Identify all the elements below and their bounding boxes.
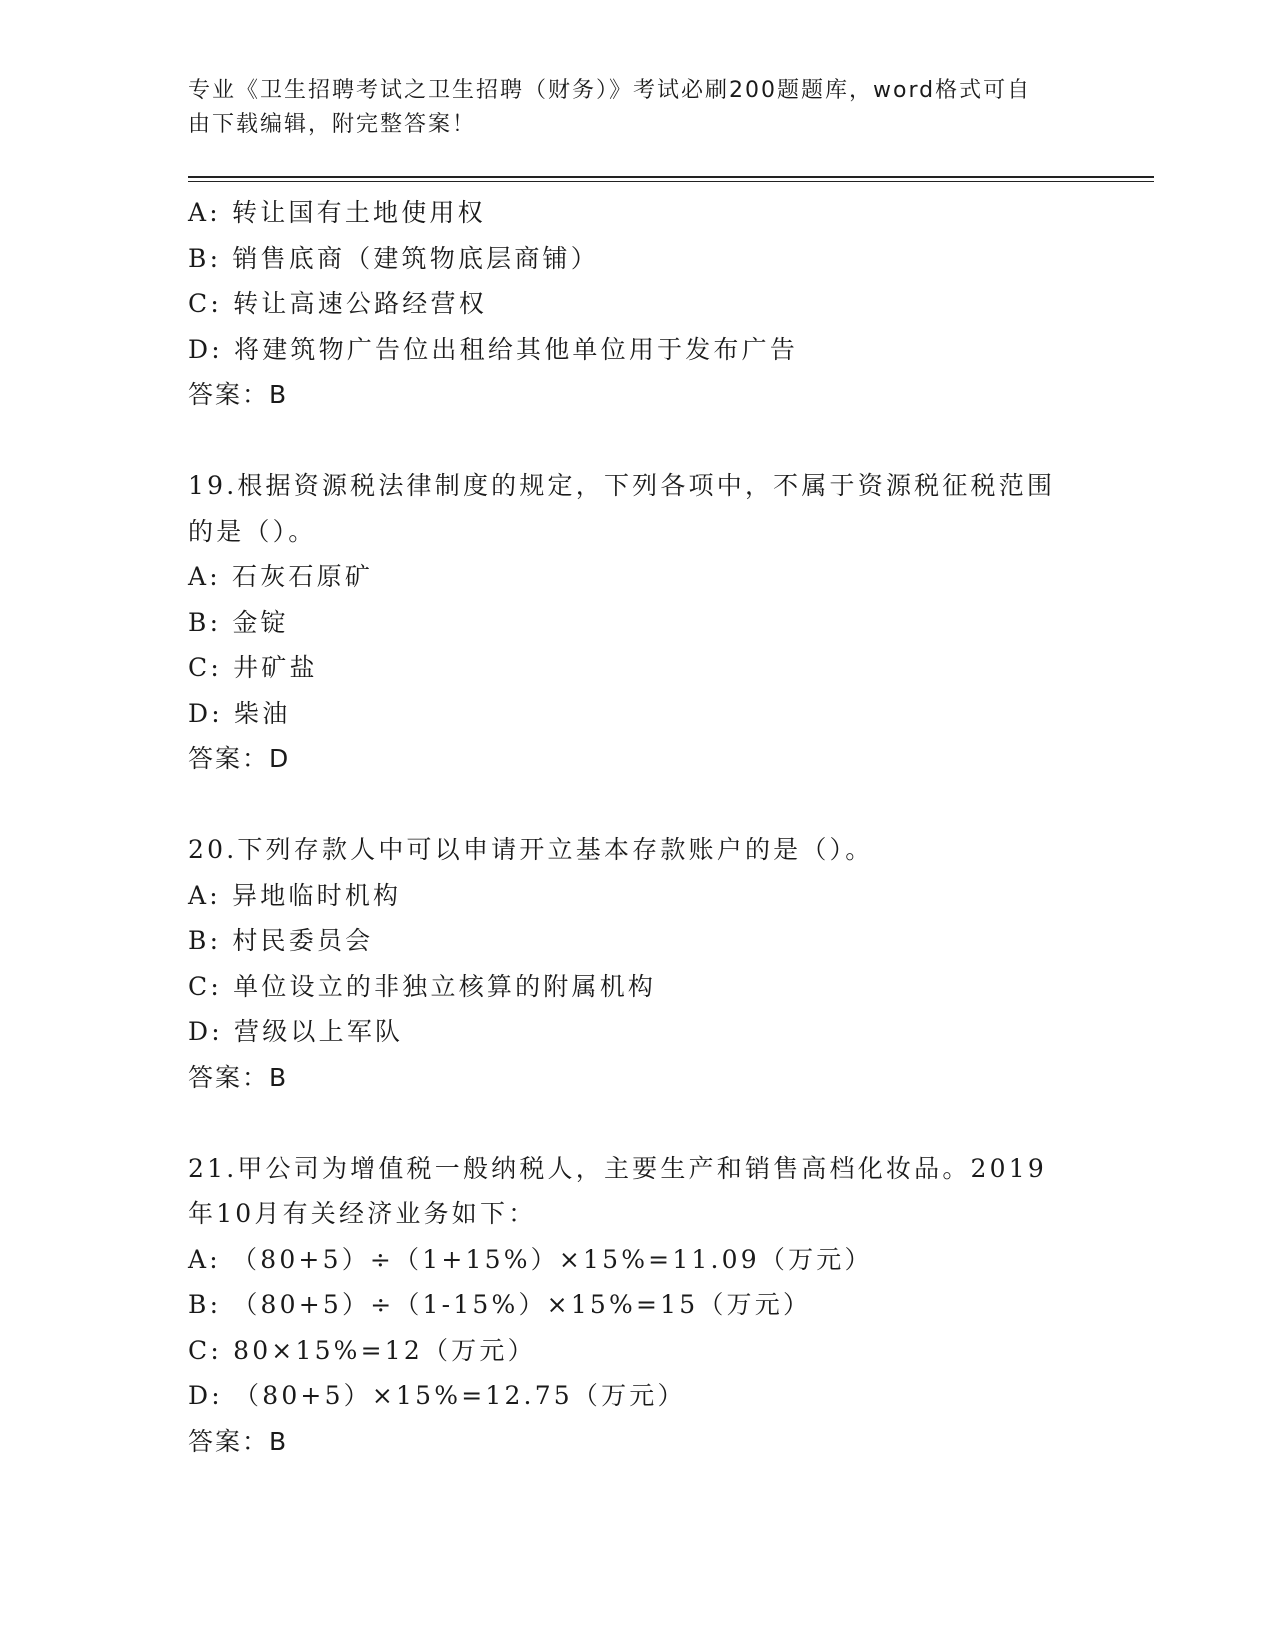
document-header <box>188 74 1088 142</box>
question-stem-cont: 的是（）。 <box>188 516 317 546</box>
question-21 <box>188 1146 1088 1465</box>
option-c: C: 80×15%=12（万元） <box>188 1335 536 1365</box>
spacer <box>188 418 1088 464</box>
option-c: C: 井矿盐 <box>188 653 318 682</box>
spacer <box>188 782 1088 828</box>
option-b: B: （80+5）÷（1-15%）×15%=15（万元） <box>188 1290 812 1319</box>
answer: 答案：B <box>188 1426 289 1456</box>
option-d: D: （80+5）×15%=12.75（万元） <box>188 1381 686 1410</box>
spacer <box>188 1100 1088 1146</box>
option-a: A: 异地临时机构 <box>188 880 402 910</box>
answer: 答案：B <box>188 380 289 409</box>
option-c: C: 单位设立的非独立核算的附属机构 <box>188 971 657 1001</box>
header-line-1: 专业《卫生招聘考试之卫生招聘（财务）》考试必刷200题题库，word格式可自 <box>188 78 1032 103</box>
header-divider-thin <box>188 181 1154 182</box>
header-line-2: 由下载编辑，附完整答案！ <box>188 112 477 137</box>
option-b: B: 村民委员会 <box>188 926 374 955</box>
answer: 答案：D <box>188 744 291 773</box>
question-stem: 21.甲公司为增值税一般纳税人，主要生产和销售高档化妆品。2019 <box>188 1153 1047 1183</box>
option-a: A: 转让国有土地使用权 <box>188 198 486 227</box>
document-body <box>188 190 1088 1464</box>
option-b: B: 金锭 <box>188 607 289 637</box>
question-18 <box>188 190 1088 418</box>
answer: 答案：B <box>188 1062 289 1092</box>
option-b: B: 销售底商（建筑物底层商铺） <box>188 243 599 273</box>
option-a: A: （80+5）÷（1+15%）×15%=11.09（万元） <box>188 1244 873 1274</box>
question-20 <box>188 827 1088 1100</box>
option-a: A: 石灰石原矿 <box>188 562 374 591</box>
question-stem: 20.下列存款人中可以申请开立基本存款账户的是（）。 <box>188 835 874 864</box>
header-divider <box>188 176 1154 178</box>
option-d: D: 柴油 <box>188 698 291 728</box>
option-c: C: 转让高速公路经营权 <box>188 289 487 318</box>
question-19 <box>188 463 1088 782</box>
option-d: D: 营级以上军队 <box>188 1017 404 1046</box>
question-stem-cont: 年10月有关经济业务如下： <box>188 1199 537 1228</box>
question-stem: 19.根据资源税法律制度的规定，下列各项中，不属于资源税征税范围 <box>188 471 1056 500</box>
option-d: D: 将建筑物广告位出租给其他单位用于发布广告 <box>188 334 799 364</box>
